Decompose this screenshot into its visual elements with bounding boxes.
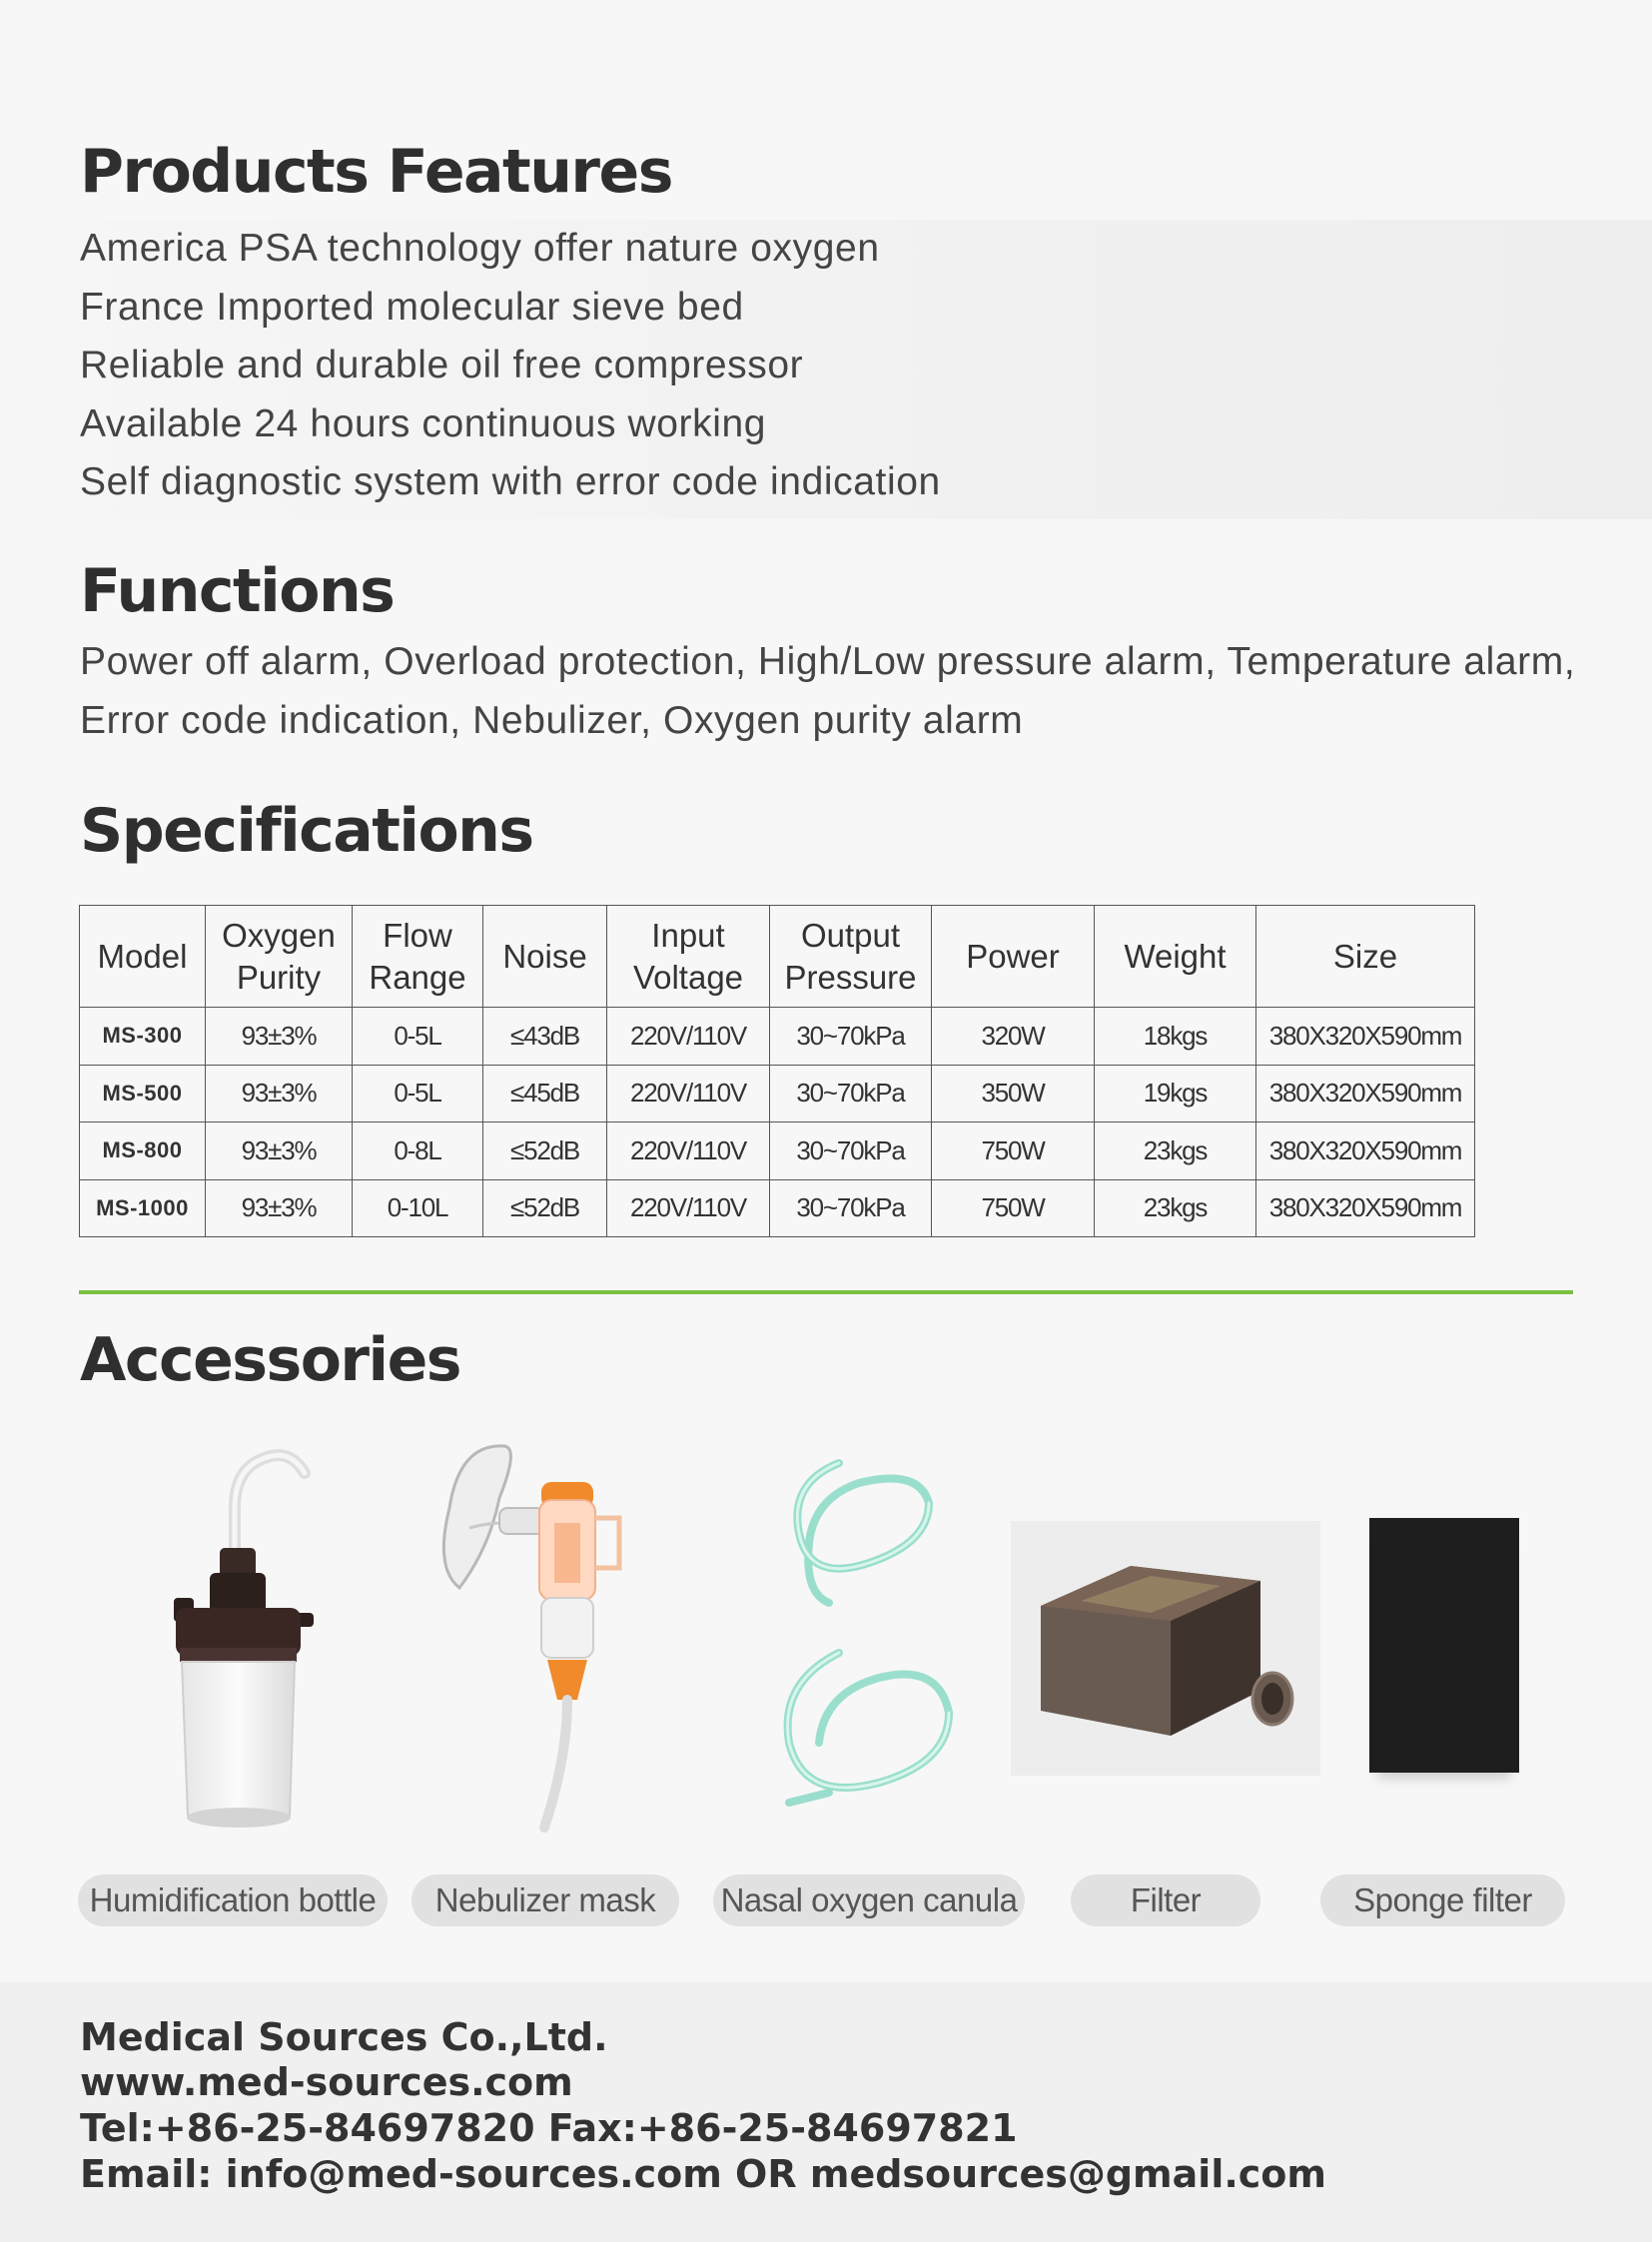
header-input-voltage: Input Voltage bbox=[607, 906, 770, 1008]
cell-noise: ≤45dB bbox=[483, 1065, 607, 1122]
cell-model: MS-800 bbox=[80, 1122, 206, 1180]
functions-description: Power off alarm, Overload protection, High/Low pressure alarm, Temperature alarm, Error code indication, Nebulizer, Oxygen purity alarm bbox=[80, 640, 1576, 742]
table-row bbox=[80, 1065, 1475, 1122]
cell-output-pressure: 30~70kPa bbox=[770, 1065, 932, 1122]
feature-item: Reliable and durable oil free compressor bbox=[80, 344, 804, 386]
cell-weight: 23kgs bbox=[1095, 1122, 1256, 1180]
footer-company-name: Medical Sources Co.,Ltd. bbox=[80, 2015, 608, 2059]
accessory-label-sponge-filter: Sponge filter bbox=[1320, 1874, 1565, 1926]
humidification-bottle-image bbox=[150, 1448, 330, 1838]
header-weight: Weight bbox=[1095, 906, 1256, 1008]
cell-power: 750W bbox=[932, 1179, 1095, 1237]
cell-flow-range: 0-8L bbox=[353, 1122, 483, 1180]
features-heading: Products Features bbox=[80, 137, 672, 207]
cell-size: 380X320X590mm bbox=[1256, 1065, 1475, 1122]
section-divider bbox=[79, 1290, 1573, 1294]
cell-noise: ≤43dB bbox=[483, 1008, 607, 1066]
cell-size: 380X320X590mm bbox=[1256, 1008, 1475, 1066]
cell-weight: 18kgs bbox=[1095, 1008, 1256, 1066]
cell-output-pressure: 30~70kPa bbox=[770, 1008, 932, 1066]
accessory-label-filter: Filter bbox=[1071, 1874, 1260, 1926]
specifications-table bbox=[79, 905, 1475, 1237]
feature-item: Self diagnostic system with error code indication bbox=[80, 460, 941, 503]
cell-size: 380X320X590mm bbox=[1256, 1122, 1475, 1180]
cell-size: 380X320X590mm bbox=[1256, 1179, 1475, 1237]
sponge-filter-image bbox=[1369, 1518, 1519, 1773]
cell-oxygen-purity: 93±3% bbox=[206, 1179, 353, 1237]
cell-model: MS-300 bbox=[80, 1008, 206, 1066]
cell-oxygen-purity: 93±3% bbox=[206, 1122, 353, 1180]
cell-input-voltage: 220V/110V bbox=[607, 1179, 770, 1237]
footer-phone-fax: Tel:+86-25-84697820 Fax:+86-25-84697821 bbox=[80, 2106, 1018, 2150]
table-row bbox=[80, 1122, 1475, 1180]
header-oxygen-purity: Oxygen Purity bbox=[206, 906, 353, 1008]
cell-noise: ≤52dB bbox=[483, 1179, 607, 1237]
cell-weight: 23kgs bbox=[1095, 1179, 1256, 1237]
header-power: Power bbox=[932, 906, 1095, 1008]
nasal-canula-image bbox=[769, 1453, 999, 1833]
features-list bbox=[80, 220, 941, 512]
cell-input-voltage: 220V/110V bbox=[607, 1008, 770, 1066]
table-row bbox=[80, 1008, 1475, 1066]
header-output-pressure: Output Pressure bbox=[770, 906, 932, 1008]
feature-item: Available 24 hours continuous working bbox=[80, 401, 767, 445]
cell-power: 320W bbox=[932, 1008, 1095, 1066]
cell-oxygen-purity: 93±3% bbox=[206, 1008, 353, 1066]
table-row bbox=[80, 1179, 1475, 1237]
cell-flow-range: 0-5L bbox=[353, 1008, 483, 1066]
header-model: Model bbox=[80, 906, 206, 1008]
footer-email: Email: info@med-sources.com OR medsources@gmail.com bbox=[80, 2152, 1327, 2196]
cell-flow-range: 0-10L bbox=[353, 1179, 483, 1237]
cell-input-voltage: 220V/110V bbox=[607, 1122, 770, 1180]
table-header-row bbox=[80, 906, 1475, 1008]
cell-flow-range: 0-5L bbox=[353, 1065, 483, 1122]
specifications-heading: Specifications bbox=[80, 796, 533, 866]
cell-weight: 19kgs bbox=[1095, 1065, 1256, 1122]
header-noise: Noise bbox=[483, 906, 607, 1008]
functions-heading: Functions bbox=[80, 556, 395, 626]
nebulizer-mask-image bbox=[429, 1438, 649, 1838]
cell-power: 750W bbox=[932, 1122, 1095, 1180]
footer-website: www.med-sources.com bbox=[80, 2060, 573, 2104]
cell-power: 350W bbox=[932, 1065, 1095, 1122]
feature-item: America PSA technology offer nature oxygen bbox=[80, 227, 880, 270]
accessory-label-humidification-bottle: Humidification bottle bbox=[78, 1874, 388, 1926]
cell-oxygen-purity: 93±3% bbox=[206, 1065, 353, 1122]
cell-model: MS-500 bbox=[80, 1065, 206, 1122]
header-flow-range: Flow Range bbox=[353, 906, 483, 1008]
filter-image-background bbox=[1011, 1521, 1320, 1776]
cell-output-pressure: 30~70kPa bbox=[770, 1122, 932, 1180]
accessory-label-nasal-oxygen-canula: Nasal oxygen canula bbox=[713, 1874, 1025, 1926]
cell-model: MS-1000 bbox=[80, 1179, 206, 1237]
feature-item: France Imported molecular sieve bed bbox=[80, 285, 744, 329]
accessories-heading: Accessories bbox=[80, 1325, 460, 1395]
cell-noise: ≤52dB bbox=[483, 1122, 607, 1180]
cell-output-pressure: 30~70kPa bbox=[770, 1179, 932, 1237]
header-size: Size bbox=[1256, 906, 1475, 1008]
filter-image bbox=[1011, 1521, 1320, 1776]
accessory-label-nebulizer-mask: Nebulizer mask bbox=[412, 1874, 679, 1926]
cell-input-voltage: 220V/110V bbox=[607, 1065, 770, 1122]
